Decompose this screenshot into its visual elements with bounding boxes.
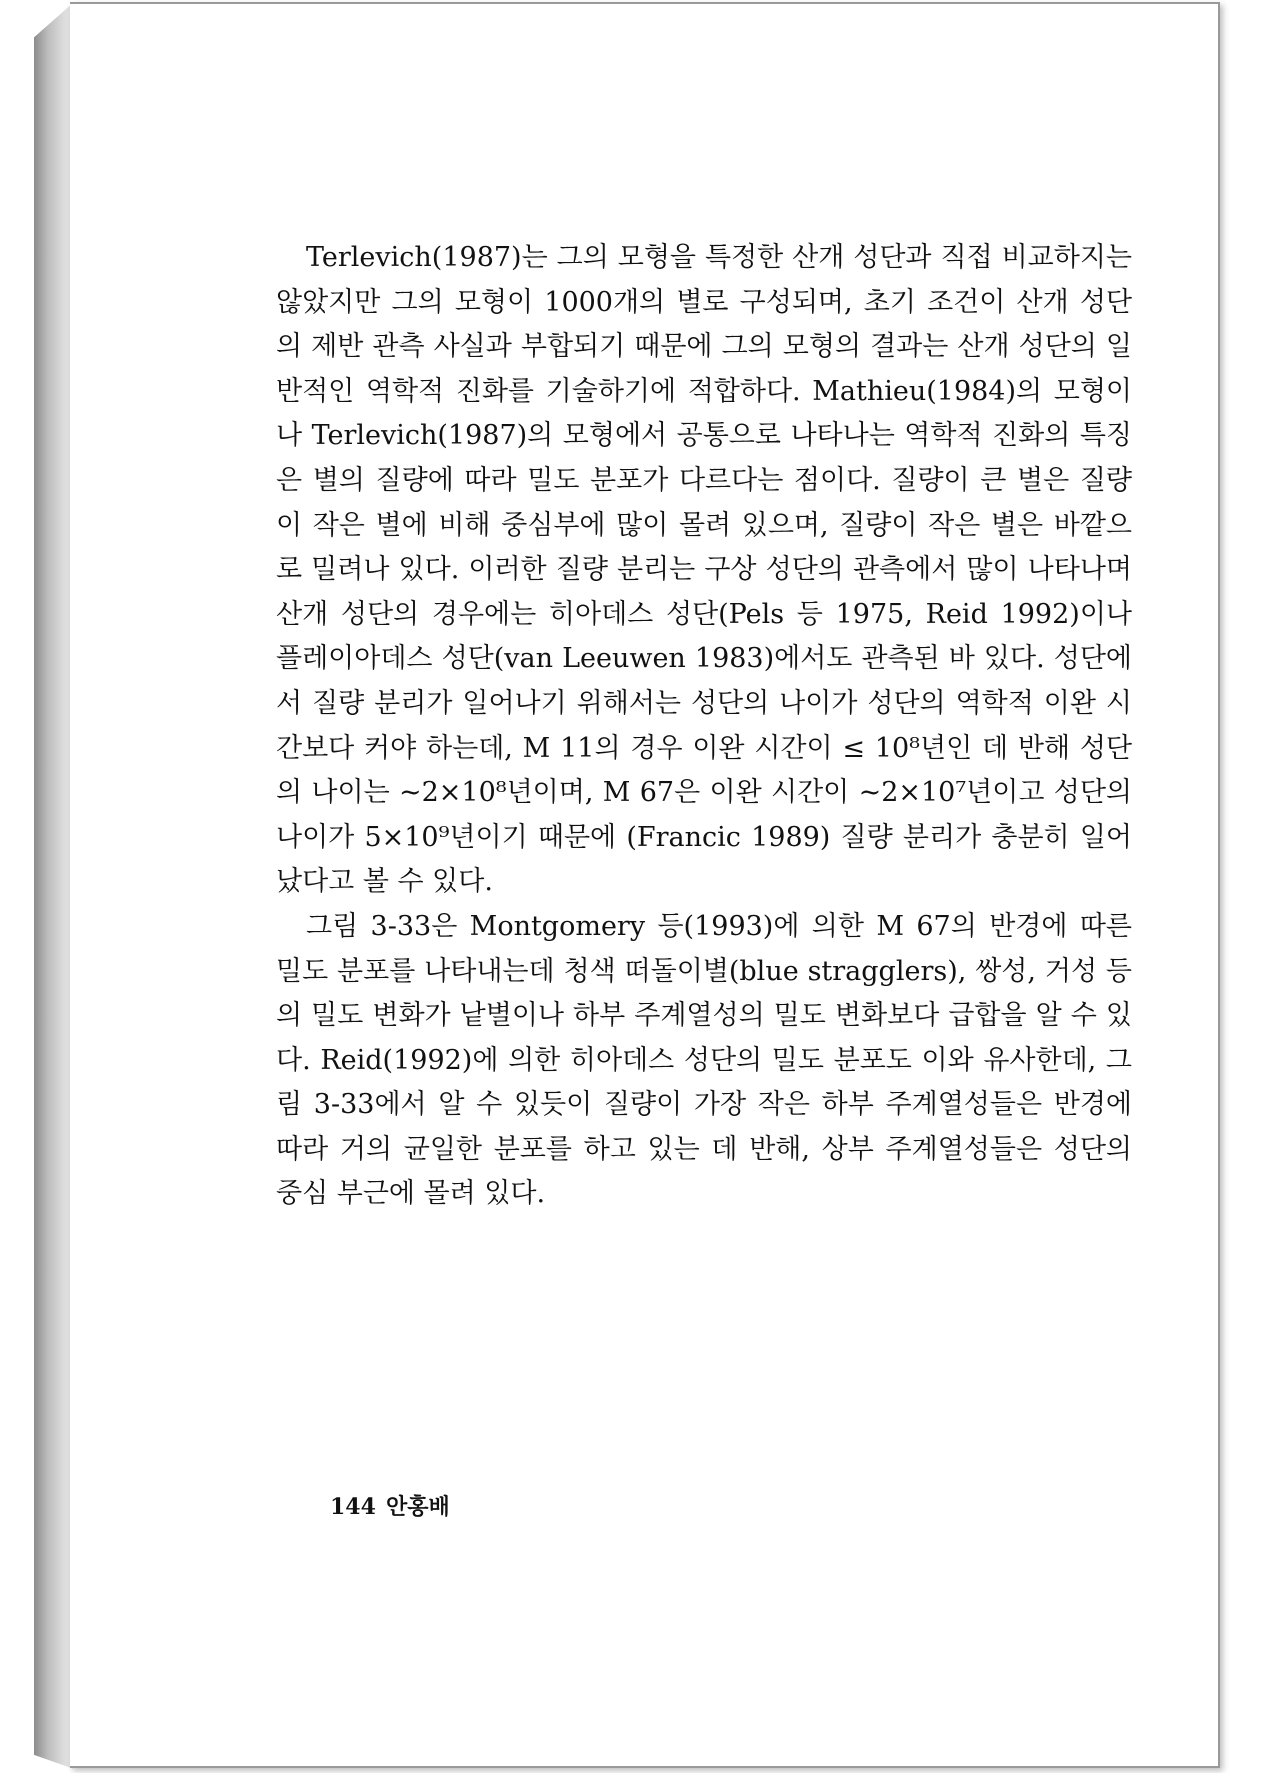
page-footer bbox=[330, 1490, 450, 1521]
page-stack bbox=[34, 2, 1214, 1769]
running-author: 안홍배 bbox=[385, 1494, 450, 1520]
book-page bbox=[70, 2, 1220, 1768]
paragraph-1: Terlevich(1987)는 그의 모형을 특정한 산개 성단과 직접 비교하지는 않았지만 그의 모형이 1000개의 별로 구성되며, 초기 조건이 산개 성단의 제반 관측 사실과 부합되기 때문에 그의 모형의 결과는 산개 성단의 일반적인 역학적 진화를 기술하기에 적합하다. Mathieu(1984)의 모형이나 Terlevich(1987)의 모형에서 공통으로 나타나는 역학적 진화의 특징은 별의 질량에 따라 밀도 분포가 다르다는 점이다. 질량이 큰 별은 질량이 작은 별에 비해 중심부에 많이 몰려 있으며, 질량이 작은 별은 바깥으로 밀려나 있다. 이러한 질량 분리는 구상 성단의 관측에서 많이 나타나며 산개 성단의 경우에는 히아데스 성단(Pels 등 1975, Reid 1992)이나 플레이아데스 성단(van Leeuwen 1983)에서도 관측된 바 있다. 성단에서 질량 분리가 일어나기 위해서는 성단의 나이가 성단의 역학적 이완 시간보다 커야 하는데, M 11의 경우 이완 시간이 ≤ 10⁸년인 데 반해 성단의 나이는 ~2×10⁸년이며, M 67은 이완 시간이 ~2×10⁷년이고 성단의 나이가 5×10⁹년이기 때문에 (Francic 1989) 질량 분리가 충분히 일어났다고 볼 수 있다. bbox=[276, 242, 1132, 898]
page-edge-shadow bbox=[34, 2, 74, 1769]
page-number: 144 bbox=[330, 1494, 376, 1520]
body-text bbox=[276, 236, 1132, 1217]
paragraph-2: 그림 3-33은 Montgomery 등(1993)에 의한 M 67의 반경에 따른 밀도 분포를 나타내는데 청색 떠돌이별(blue stragglers), 쌍성, 거성 등의 밀도 변화가 낱별이나 하부 주계열성의 밀도 변화보다 급합을 알 수 있다. Reid(1992)에 의한 히아데스 성단의 밀도 분포도 이와 유사한데, 그림 3-33에서 알 수 있듯이 질량이 가장 작은 하부 주계열성들은 반경에 따라 거의 균일한 분포를 하고 있는 데 반해, 상부 주계열성들은 성단의 중심 부근에 몰려 있다. bbox=[276, 910, 1132, 1210]
